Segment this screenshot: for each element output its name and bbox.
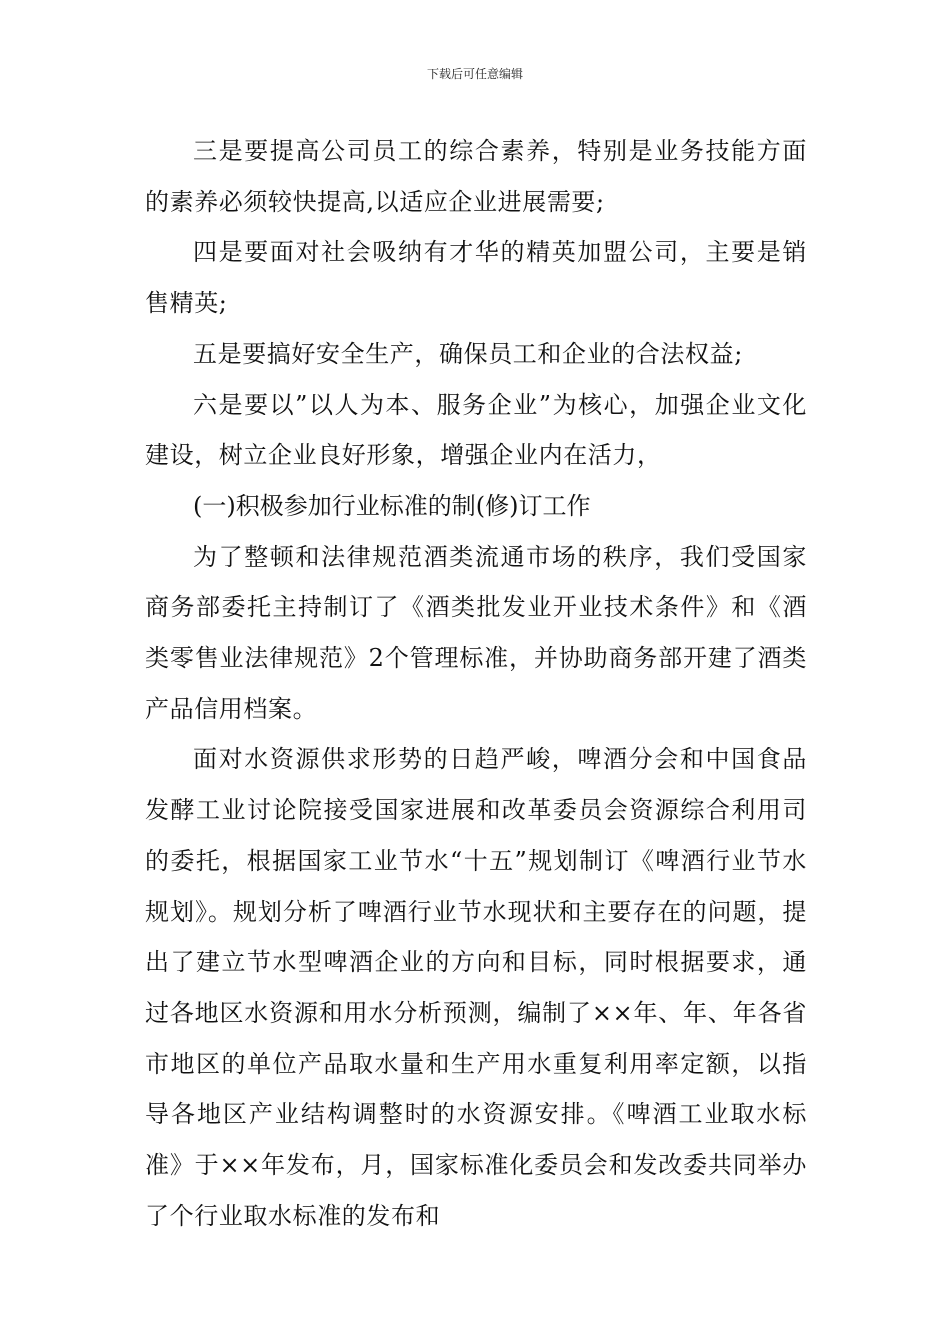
paragraph-item-6: 六是要以”以人为本、服务企业”为核心，加强企业文化建设，树立企业良好形象，增强企业内在活力， [145,390,807,470]
paragraph-item-3: 三是要提高公司员工的综合素养，特别是业务技能方面的素养必须较快提高,以适应企业进展需要; [145,137,807,216]
document-body [145,126,807,1241]
paragraph-item-4: 四是要面对社会吸纳有才华的精英加盟公司，主要是销售精英; [145,238,807,318]
page-header: 下载后可任意编辑 [426,67,523,81]
section-heading-1: (一)积极参加行业标准的制(修)订工作 [193,491,591,520]
paragraph-water-resources: 面对水资源供求形势的日趋严峻，啤酒分会和中国食品发酵工业讨论院接受国家进展和改革委员会资源综合利用司的委托，根据国家工业节水“十五”规划制订《啤酒行业节水规划》。规划分析了啤酒行业节水现状和主要存在的问题，提出了建立节水型啤酒企业的方向和目标，同时根据要求，通过各地区水资源和用水分析预测，编制了××年、年、年各省市地区的单位产品取水量和生产用水重复利用率定额，以指导各地区产业结构调整时的水资源安排。《啤酒工业取水标准》于××年发布，月，国家标准化委员会和发改委共同举办了个行业取水标准的发布和 [145,745,807,1230]
paragraph-liquor-standards: 为了整顿和法律规范酒类流通市场的秩序，我们受国家商务部委托主持制订了《酒类批发业开业技术条件》和《酒类零售业法律规范》2个管理标准，并协助商务部开建了酒类产品信用档案。 [145,542,807,723]
paragraph-item-5: 五是要搞好安全生产，确保员工和企业的合法权益; [193,339,743,368]
